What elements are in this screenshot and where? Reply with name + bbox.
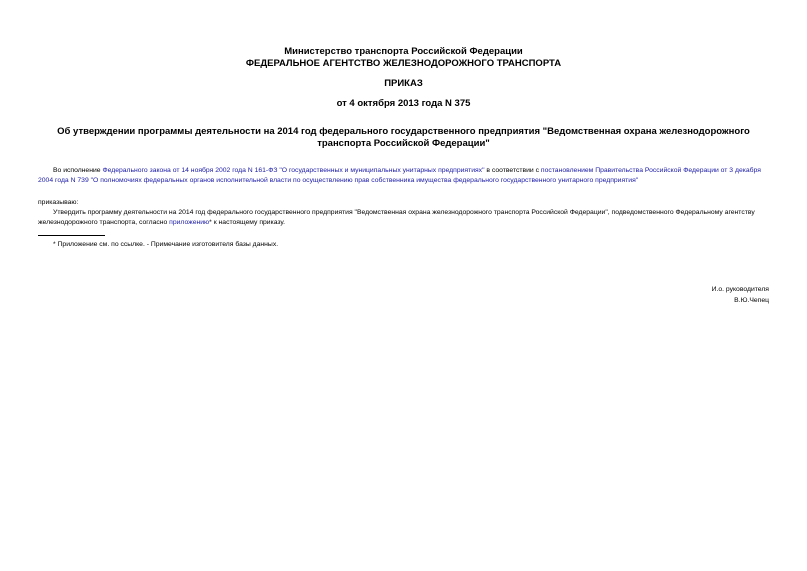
appendix-link[interactable]: приложению [169, 219, 210, 226]
order-date-line: от 4 октября 2013 года N 375 [336, 98, 471, 109]
signature-block [712, 284, 769, 306]
signatory-position: И.о. руководителя [711, 286, 769, 293]
preamble-intro: Во исполнение [53, 167, 103, 174]
document-title: Об утверждении программы деятельности на 2014 год федерального государственного предприятия "Ведомственная охрана железнодорожного транспорта Российской Федерации" [57, 126, 750, 149]
footnote: * Приложение см. по ссылке. - Примечание изготовителя базы данных. [53, 241, 279, 248]
order-type: ПРИКАЗ [384, 78, 423, 89]
federal-law-link[interactable]: Федерального закона от 14 ноября 2002 года N 161-ФЗ "О государственных и муниципальных унитарных предприятиях" [102, 167, 485, 174]
clause-paragraph [38, 208, 772, 228]
clause-text-before: Утвердить программу деятельности на 2014 год федерального государственного предприятия "Ведомственная охрана железнодорожного транспорта Российской Федерации", подведомственного Федеральному агентству железнодорожного транспорта, согласно [38, 209, 755, 226]
signatory-name: В.Ю.Чепец [734, 297, 769, 304]
order-word: приказываю: [38, 199, 79, 206]
footnote-divider [38, 235, 105, 236]
ministry-name: Министерство транспорта Российской Федерации [284, 46, 523, 57]
clause-text-after: * к настоящему приказу. [209, 219, 286, 226]
agency-name: ФЕДЕРАЛЬНОЕ АГЕНТСТВО ЖЕЛЕЗНОДОРОЖНОГО ТРАНСПОРТА [245, 58, 562, 69]
document-header [0, 46, 807, 70]
preamble-middle: в соответствии с [484, 167, 541, 174]
government-resolution-link[interactable]: постановлением Правительства Российской Федерации от 3 декабря 2004 года N 739 "О полномочиях федеральных органов исполнительной власти по осуществлению прав собственника имущества федерального государственного унитарного предприятия" [38, 167, 761, 184]
preamble-paragraph [38, 166, 772, 186]
